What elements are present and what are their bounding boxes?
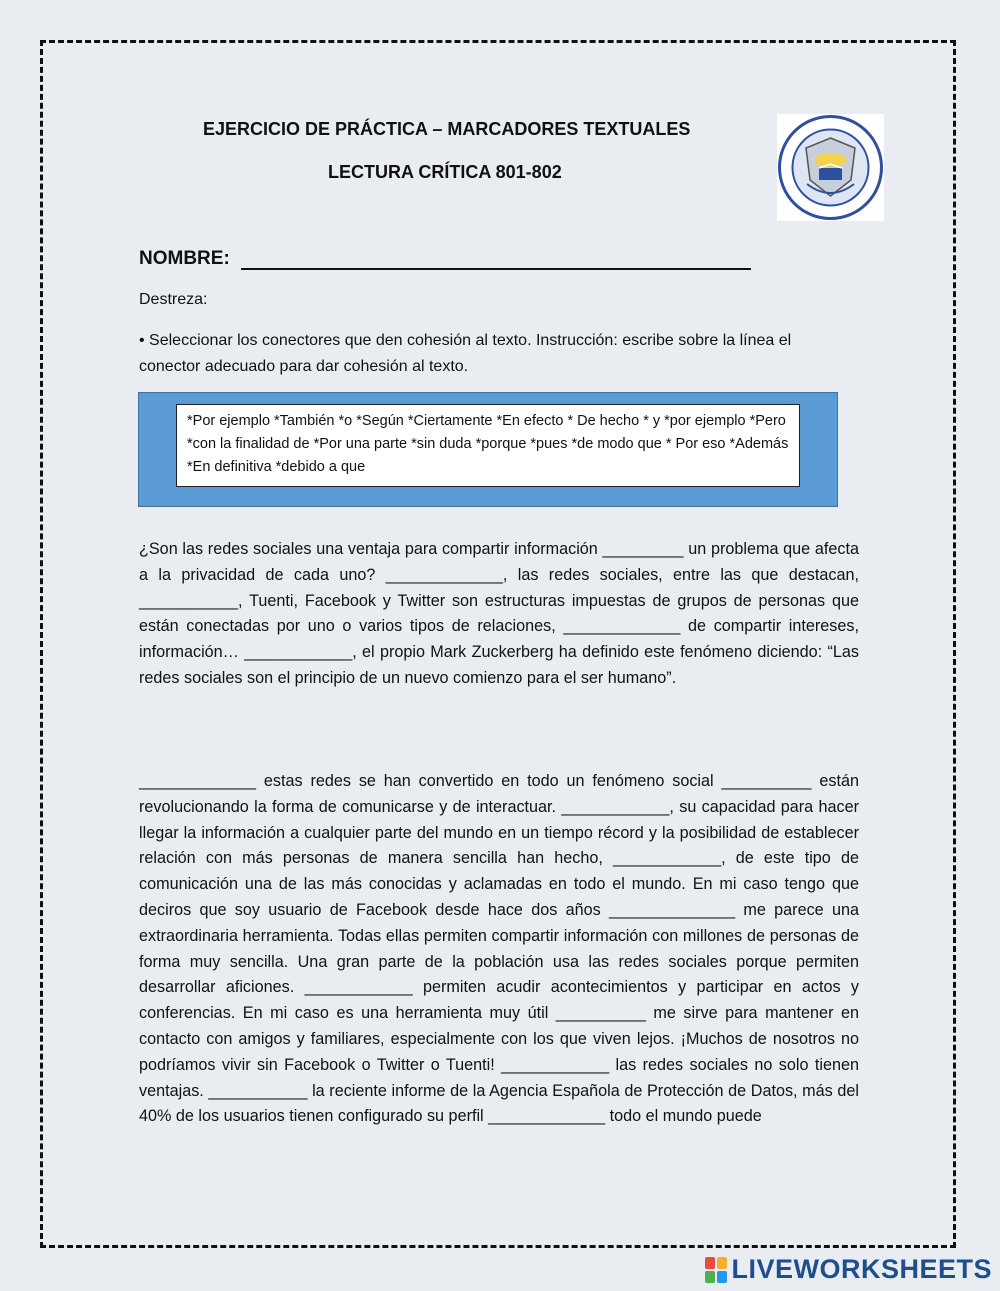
paragraph-1-text: ¿Son las redes sociales una ventaja para compartir información _________ un problema que afecta a la privacidad de cada uno? _____________, las redes sociales, entre las que destacan, ___________, Tuenti, Facebook y Twitter son estructuras impuestas de grupos de personas que están conectadas por uno o varios tipos de relaciones, _____________ de compartir intereses, información… ____________, el propio Mark Zuckerberg ha definido este fenómeno diciendo: “Las redes sociales son el principio de un nuevo comienzo para el ser humano”.	[139, 540, 859, 687]
worksheet-subtitle: LECTURA CRÍTICA 801-802	[328, 162, 562, 182]
liveworksheets-logo-icon	[705, 1257, 727, 1283]
reading-paragraph-1	[139, 537, 859, 692]
paragraph-2-text: _____________ estas redes se han convertido en todo un fenómeno social __________ están revolucionando la forma de comunicarse y de interactuar. ____________, su capacidad para hacer llegar la información a cualquier parte del mundo en un tiempo récord y la posibilidad de establecer relación con más personas de manera sencilla han hecho, ____________, de este tipo de comunicación una de las más conocidas y aclamadas en todo el mundo. En mi caso tengo que deciros que soy usuario de Facebook desde hace dos años ______________ me parece una extraordinaria herramienta. Todas ellas permiten compartir información con millones de personas de forma muy sencilla. Una gran parte de la población usa las redes sociales porque permiten desarrollar aficiones. ____________ permiten acudir acontecimientos y participar en actos y conferencias. En mi caso es una herramienta muy útil __________ me sirve para mantener en contacto con amigos y familiares, especialmente con los que viven lejos. ¡Muchos de nosotros no podríamos vivir sin Facebook o Twitter o Tuenti! ____________ las redes sociales no solo tienen ventajas. ___________ la reciente informe de la Agencia Española de Protección de Datos, más del 40% de los usuarios tienen configurado su perfil _____________ todo el mundo puede	[139, 772, 859, 1126]
word-bank-text: *Por ejemplo *También *o *Según *Ciertamente *En efecto * De hecho * y *por ejemplo *Pero *con la finalidad de *Por una parte *sin duda *porque *pues *de modo que * Por eso *Además *En definitiva *debido a que	[176, 404, 800, 487]
brand-text: LIVEWORKSHEETS	[731, 1254, 992, 1284]
liveworksheets-brand	[705, 1254, 992, 1285]
name-field-row	[139, 248, 751, 270]
name-label: NOMBRE:	[139, 248, 230, 269]
instruction-text: • Seleccionar los conectores que den cohesión al texto. Instrucción: escribe sobre la línea el conector adecuado para dar cohesión al texto.	[139, 332, 792, 375]
school-logo	[777, 114, 884, 221]
skill-label: Destreza:	[139, 291, 208, 308]
worksheet-title: EJERCICIO DE PRÁCTICA – MARCADORES TEXTUALES	[203, 119, 691, 139]
school-crest-icon	[777, 114, 884, 221]
reading-paragraph-2	[139, 769, 859, 1130]
name-input-line[interactable]	[241, 250, 751, 270]
